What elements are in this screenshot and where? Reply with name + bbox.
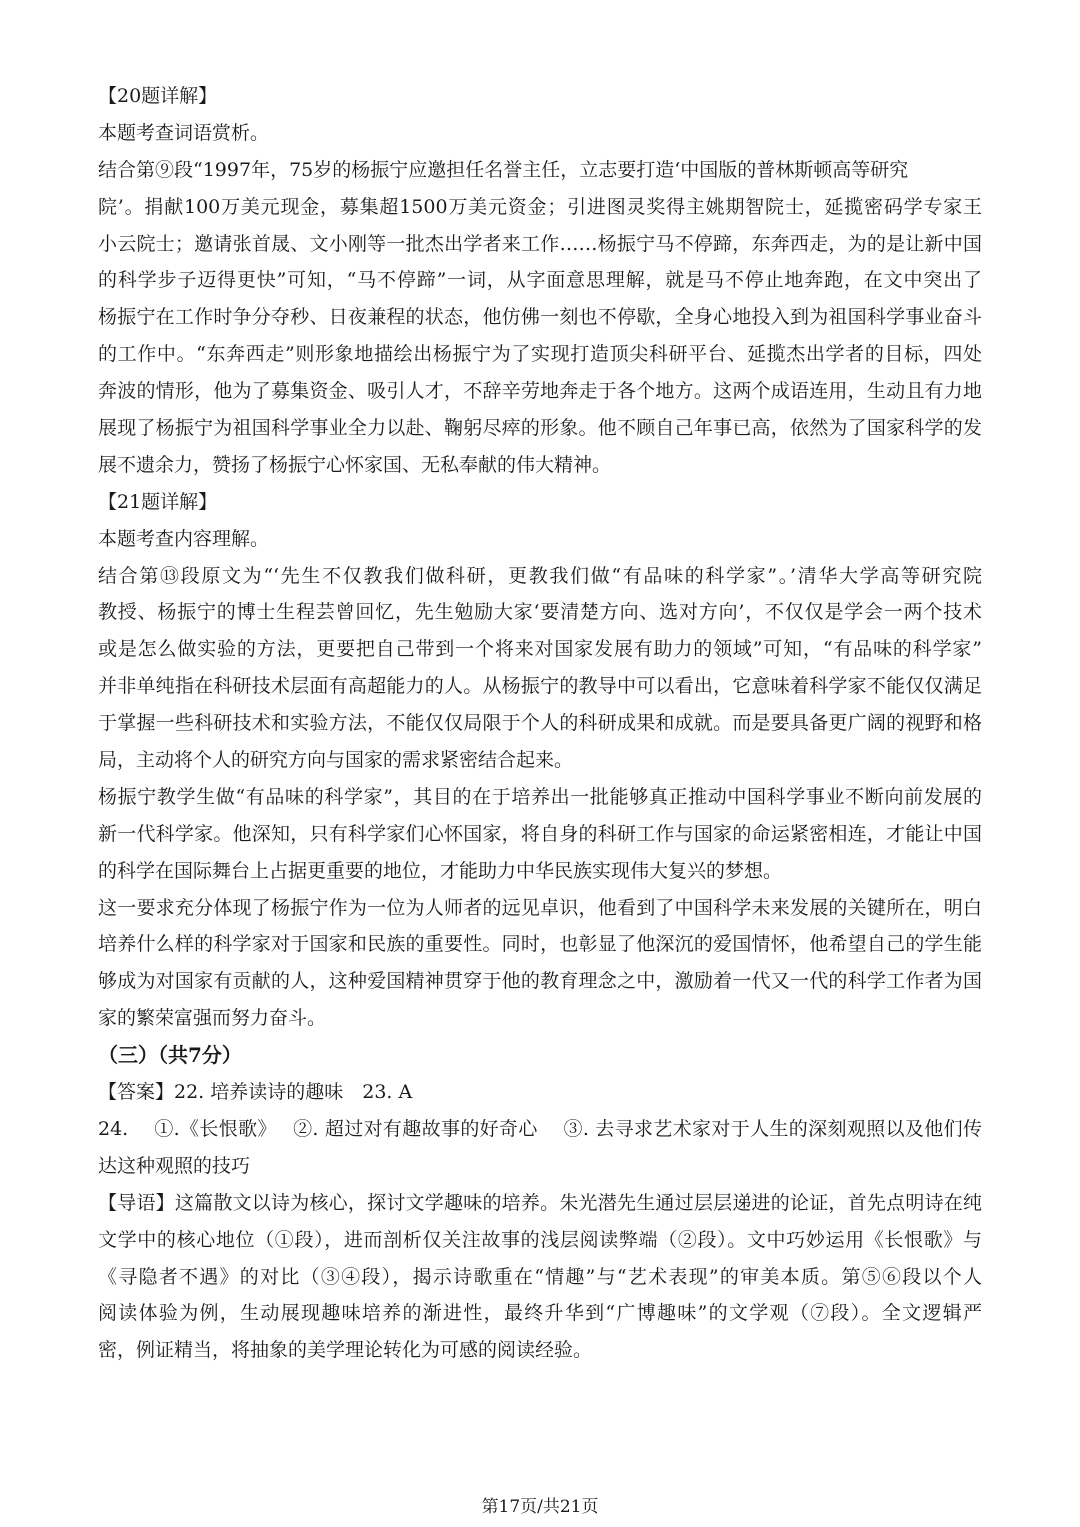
text-line: 的科学在国际舞台上占据更重要的地位，才能助力中华民族实现伟大复兴的梦想。	[98, 859, 783, 882]
text-line: 《寻隐者不遇》的对比（③④段），揭示诗歌重在“情趣”与“艺术表现”的审美本质。第⑤⑥段以个人	[98, 1265, 982, 1288]
text-line: 展现了杨振宁为祖国科学事业全力以赴、鞠躬尽瘁的形象。他不顾自己年事已高，依然为了国家科学的发	[98, 417, 982, 440]
text-line: 杨振宁在工作时争分夺秒、日夜兼程的状态，他仿佛一刻也不停歇，全身心地投入到为祖国科学事业奋斗	[98, 306, 982, 329]
text-line: 文学中的核心地位（①段），进而剖析仅关注故事的浅层阅读弊端（②段）。文中巧妙运用《长恨歌》与	[98, 1228, 982, 1251]
text-line: 密，例证精当，将抽象的美学理论转化为可感的阅读经验。	[98, 1339, 593, 1362]
text-line: 小云院士；邀请张首晟、文小刚等一批杰出学者来工作……杨振宁马不停蹄，东奔西走，为的是让新中国	[98, 232, 982, 255]
text-line: 并非单纯指在科研技术层面有高超能力的人。从杨振宁的教导中可以看出，它意味着科学家不能仅仅满足	[98, 675, 982, 698]
text-line: 培养什么样的科学家对于国家和民族的重要性。同时，也彰显了他深沉的爱国情怀，他希望自己的学生能	[98, 933, 982, 956]
text-line: 这一要求充分体现了杨振宁作为一位为人师者的远见卓识，他看到了中国科学未来发展的关键所在，明白	[98, 896, 982, 919]
text-line: 24. ①.《长恨歌》 ②. 超过对有趣故事的好奇心 ③. 去寻求艺术家对于人生的深刻观照以及他们传	[98, 1117, 982, 1140]
text-line: 【20题详解】	[98, 85, 218, 107]
text-line: 奔波的情形，他为了募集资金、吸引人才，不辞辛劳地奔走于各个地方。这两个成语连用，生动且有力地	[98, 380, 982, 403]
page-number-footer: 第17页/共21页	[481, 1497, 599, 1517]
text-line: （三）（共7分）	[98, 1043, 242, 1068]
text-line: 【21题详解】	[98, 490, 218, 513]
text-line: 【答案】22. 培养读诗的趣味 23. A	[98, 1081, 413, 1104]
text-line: 本题考查内容理解。	[98, 527, 270, 550]
text-line: 杨振宁教学生做“有品味的科学家”，其目的在于培养出一批能够真正推动中国科学事业不断向前发展的	[98, 785, 982, 808]
text-line: 家的繁荣富强而努力奋斗。	[98, 1007, 327, 1030]
text-line: 够成为对国家有贡献的人，这种爱国精神贯穿于他的教育理念之中，激励着一代又一代的科学工作者为国	[98, 970, 982, 993]
text-line: 于掌握一些科研技术和实验方法，不能仅仅局限于个人的科研成果和成就。而是要具备更广阔的视野和格	[98, 712, 982, 735]
text-line: 展不遗余力，赞扬了杨振宁心怀家国、无私奉献的伟大精神。	[98, 453, 612, 476]
text-line: 阅读体验为例，生动展现趣味培养的渐进性，最终升华到“广博趣味”的文学观（⑦段）。全文逻辑严	[98, 1302, 982, 1325]
text-line: 或是怎么做实验的方法，更要把自己带到一个将来对国家发展有助力的领域”可知，“有品味的科学家”	[98, 638, 982, 661]
text-line: 结合第⑨段“1997年，75岁的杨振宁应邀担任名誉主任，立志要打造‘中国版的普林斯顿高等研究	[98, 158, 909, 181]
text-line: 教授、杨振宁的博士生程芸曾回忆，先生勉励大家‘要清楚方向、选对方向’，不仅仅是学会一两个技术	[98, 601, 982, 624]
text-line: 本题考查词语赏析。	[98, 121, 270, 144]
text-line: 结合第⑬段原文为“‘先生不仅教我们做科研，更教我们做“有品味的科学家”。’清华大学高等研究院	[98, 564, 982, 587]
text-line: 的工作中。“东奔西走”则形象地描绘出杨振宁为了实现打造顶尖科研平台、延揽杰出学者的目标，四处	[98, 343, 982, 366]
text-line: 新一代科学家。他深知，只有科学家们心怀国家，将自身的科研工作与国家的命运紧密相连，才能让中国	[98, 822, 982, 845]
text-line: 的科学步子迈得更快”可知，“马不停蹄”一词，从字面意思理解，就是马不停止地奔跑，在文中突出了	[98, 269, 982, 292]
document-body	[98, 78, 982, 1369]
text-line: 【导语】这篇散文以诗为核心，探讨文学趣味的培养。朱光潜先生通过层层递进的论证，首先点明诗在纯	[98, 1191, 982, 1214]
text-line: 达这种观照的技巧	[98, 1154, 251, 1177]
text-line: 局，主动将个人的研究方向与国家的需求紧密结合起来。	[98, 749, 574, 772]
text-line: 院’。捐献100万美元现金，募集超1500万美元资金；引进图灵奖得主姚期智院士，延揽密码学专家王	[98, 195, 982, 218]
